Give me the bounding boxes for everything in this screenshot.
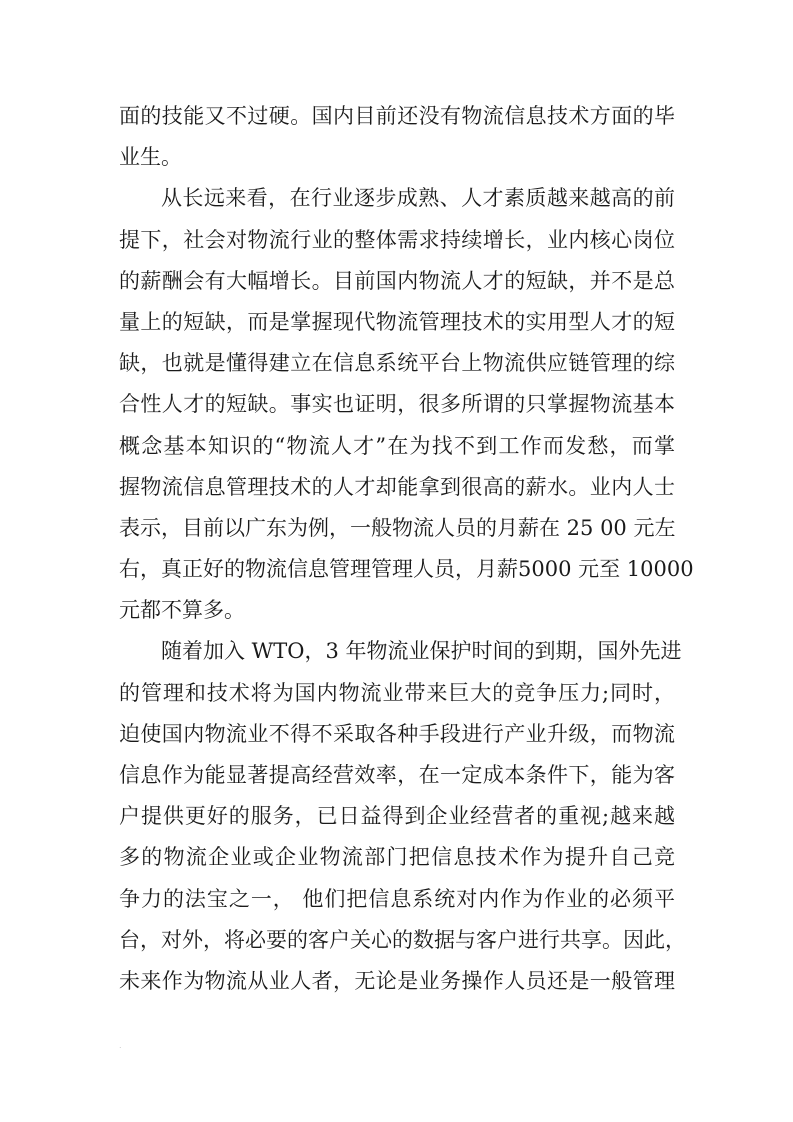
text-line-22: 未来作为物流从业人者，无论是业务操作人员还是一般管理 bbox=[119, 968, 675, 993]
text-line-14: 随着加入 WTO，3 年物流业保护时间的到期，国外先进 bbox=[161, 639, 682, 664]
text-line-1: 面的技能又不过硬。国内目前还没有物流信息技术方面的毕 bbox=[119, 104, 675, 128]
text-line-20: 争力的法宝之一， 他们把信息系统对内作为作业的必须平 bbox=[119, 886, 675, 911]
text-line-17: 信息作为能显著提高经营效率，在一定成本条件下，能为客 bbox=[119, 763, 675, 787]
text-line-4: 提下，社会对物流行业的整体需求持续增长，业内核心岗位 bbox=[119, 227, 675, 252]
text-line-2: 业生。 bbox=[119, 145, 182, 170]
text-line-7: 缺，也就是懂得建立在信息系统平台上物流供应链管理的综 bbox=[119, 351, 675, 376]
text-line-13: 元都不算多。 bbox=[119, 598, 245, 623]
text-line-19: 多的物流企业或企业物流部门把信息技术作为提升自己竞 bbox=[119, 845, 675, 870]
page-corner-mark: . bbox=[119, 1041, 122, 1050]
text-line-9: 概念基本知识的“物流人才”在为找不到工作而发愁，而掌 bbox=[119, 433, 675, 458]
body-text bbox=[119, 96, 694, 1002]
text-line-12: 右，真正好的物流信息管理管理人员，月薪5000 元至 10000 bbox=[119, 557, 694, 582]
text-line-6: 量上的短缺，而是掌握现代物流管理技术的实用型人才的短 bbox=[119, 309, 675, 334]
text-line-3: 从长远来看，在行业逐步成熟、人才素质越来越高的前 bbox=[161, 186, 675, 211]
text-line-15: 的管理和技术将为国内物流业带来巨大的竞争压力;同时， bbox=[119, 680, 675, 705]
text-line-16: 迫使国内物流业不得不采取各种手段进行产业升级，而物流 bbox=[119, 721, 675, 746]
text-line-8: 合性人才的短缺。事实也证明，很多所谓的只掌握物流基本 bbox=[119, 392, 675, 417]
text-line-10: 握物流信息管理技术的人才却能拿到很高的薪水。业内人士 bbox=[119, 474, 675, 499]
text-line-11: 表示，目前以广东为例，一般物流人员的月薪在 25 00 元左 bbox=[119, 515, 676, 540]
text-line-5: 的薪酬会有大幅增长。目前国内物流人才的短缺，并不是总 bbox=[119, 268, 675, 293]
text-line-21: 台，对外，将必要的客户关心的数据与客户进行共享。因此， bbox=[119, 927, 686, 952]
text-line-18: 户提供更好的服务，已日益得到企业经营者的重视;越来越 bbox=[119, 804, 675, 829]
